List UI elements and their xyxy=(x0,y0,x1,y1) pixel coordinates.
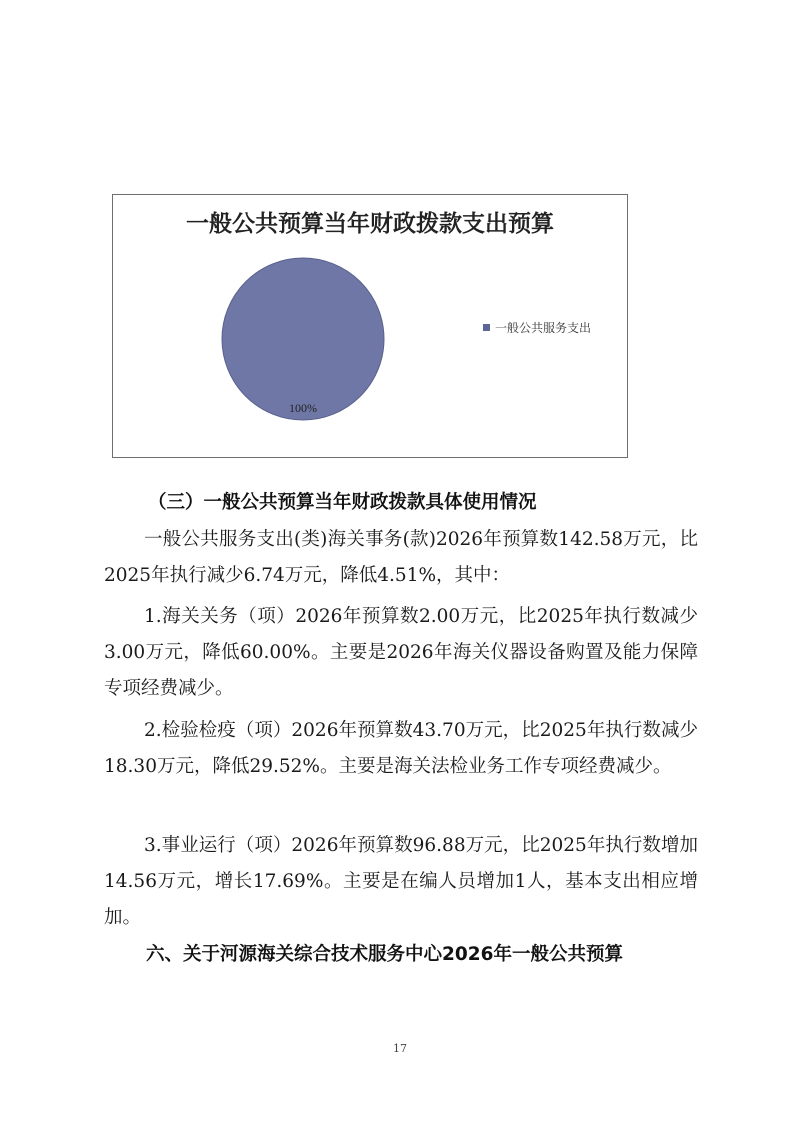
paragraph-item-3: 3.事业运行（项）2026年预算数96.88万元，比2025年执行数增加14.56万元，增长17.69%。主要是在编人员增加1人，基本支出相应增加。 xyxy=(104,835,698,928)
paragraph-summary: 一般公共服务支出(类)海关事务(款)2026年预算数142.58万元，比2025年执行减少6.74万元，降低4.51%，其中： xyxy=(104,529,698,586)
paragraph-item-1: 1.海关关务（项）2026年预算数2.00万元，比2025年执行数减少3.00万元，降低60.00%。主要是2026年海关仪器设备购置及能力保障专项经费减少。 xyxy=(104,606,698,699)
legend-swatch xyxy=(483,324,490,331)
section-title: 六、关于河源海关综合技术服务中心2026年一般公共预算 xyxy=(146,944,623,965)
page-number: 17 xyxy=(393,1042,407,1055)
subsection-heading: （三）一般公共预算当年财政拨款具体使用情况 xyxy=(148,492,537,513)
paragraph-item-2: 2.检验检疫（项）2026年预算数43.70万元，比2025年执行数减少18.30万元，降低29.52%。主要是海关法检业务工作专项经费减少。 xyxy=(104,720,698,777)
pie-data-label: 100% xyxy=(289,401,317,415)
legend-label: 一般公共服务支出 xyxy=(495,321,592,335)
pie-chart xyxy=(112,194,628,458)
pie-slice xyxy=(222,258,384,420)
chart-legend xyxy=(483,319,591,336)
chart-title: 一般公共预算当年财政拨款支出预算 xyxy=(186,211,554,237)
